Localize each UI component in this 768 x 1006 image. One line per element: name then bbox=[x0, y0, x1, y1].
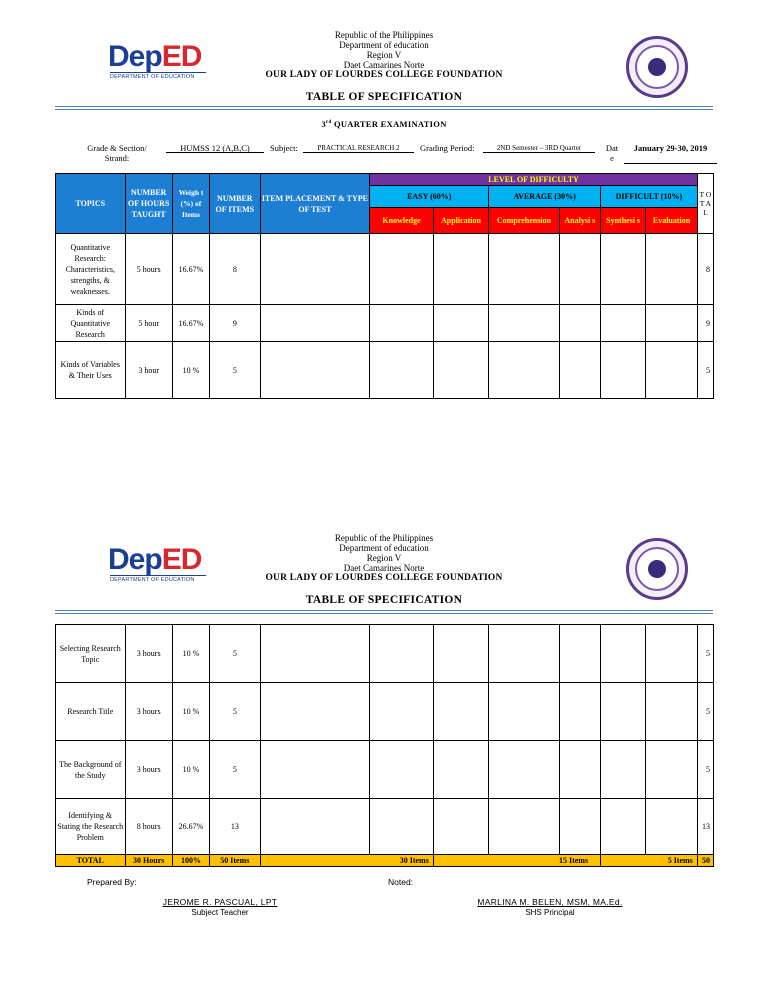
total-difficult: 5 Items bbox=[601, 855, 698, 867]
total-hours: 30 Hours bbox=[125, 855, 172, 867]
grade-underline bbox=[166, 152, 264, 153]
exam-title: 3rd QUARTER EXAMINATION bbox=[321, 119, 447, 129]
col-items: NUMBER OF ITEMS bbox=[210, 174, 260, 234]
noted-label: Noted: bbox=[388, 877, 414, 887]
table-row: The Background of the Study 3 hours 10 % 5 5 bbox=[56, 741, 714, 799]
sub-evaluation: Evaluation bbox=[646, 208, 697, 234]
tos-table-page2 bbox=[55, 624, 714, 867]
noted-by-name: MARLINA M. BELEN, MSM, MA.Ed. bbox=[477, 897, 623, 907]
grading-period-label: Grading Period: bbox=[420, 143, 475, 153]
col-weight: Weigh t (%) of Items bbox=[172, 174, 209, 234]
table-row: Identifying & Stating the Research Problem 8 hours 26.67% 13 13 bbox=[56, 799, 714, 855]
noted-by-role: SHS Principal bbox=[525, 908, 575, 917]
sub-synthesis: Synthesi s bbox=[601, 208, 646, 234]
header-school: OUR LADY OF LOURDES COLLEGE FOUNDATION bbox=[265, 70, 503, 80]
title-rule bbox=[55, 106, 713, 110]
table-row: Selecting Research Topic 3 hours 10 % 5 5 bbox=[56, 625, 714, 683]
title-rule-2 bbox=[55, 610, 713, 614]
col-topics: TOPICS bbox=[56, 174, 126, 234]
table-row: Kinds of Quantitative Research 5 hour 16.67% 9 9 bbox=[56, 305, 714, 342]
date-underline bbox=[624, 163, 717, 164]
prepared-by-role: Subject Teacher bbox=[191, 908, 249, 917]
logo-dep-text: Dep bbox=[108, 40, 162, 73]
logo-subtitle: DEPARTMENT OF EDUCATION bbox=[110, 72, 206, 80]
date-value: January 29-30, 2019 bbox=[633, 143, 708, 153]
level-of-difficulty: LEVEL OF DIFFICULTY bbox=[370, 174, 697, 186]
table-row: Quantitative Research: Characteristics, strengths, & weaknesses. 5 hours 16.67% 8 8 bbox=[56, 234, 714, 305]
page-title: TABLE OF SPECIFICATION bbox=[305, 91, 463, 103]
header-department: Department of education bbox=[339, 40, 429, 50]
prepared-by-label: Prepared By: bbox=[87, 877, 137, 887]
total-average: 15 Items bbox=[433, 855, 600, 867]
average-header: AVERAGE (30%) bbox=[489, 186, 601, 208]
subject-label: Subject: bbox=[270, 143, 298, 153]
header-republic: Republic of the Philippines bbox=[334, 30, 434, 40]
tos-table-page1 bbox=[55, 173, 714, 399]
header-school-2: OUR LADY OF LOURDES COLLEGE FOUNDATION bbox=[265, 573, 503, 583]
header-region: Region V bbox=[366, 50, 402, 60]
subject-value: PRACTICAL RESEARCH 2 bbox=[317, 144, 400, 152]
grading-period-value: 2ND Semester – 3RD Quarter bbox=[496, 144, 582, 152]
sub-comprehension: Comprehension bbox=[489, 208, 560, 234]
total-row bbox=[56, 855, 714, 867]
difficult-header: DIFFICULT (10%) bbox=[601, 186, 698, 208]
header-republic-2: Republic of the Philippines bbox=[334, 533, 434, 543]
table-row: Research Title 3 hours 10 % 5 5 bbox=[56, 683, 714, 741]
total-items: 50 Items bbox=[210, 855, 260, 867]
grade-section-label: Grade & Section/ Strand: bbox=[87, 143, 147, 163]
period-underline bbox=[483, 152, 595, 153]
easy-header: EASY (60%) bbox=[370, 186, 489, 208]
col-total: T O T A L bbox=[697, 174, 713, 234]
header-city-2: Daet Camarines Norte bbox=[343, 563, 425, 573]
sub-knowledge: Knowledge bbox=[370, 208, 433, 234]
deped-logo-page2: DepED DEPARTMENT OF EDUCATION bbox=[108, 543, 208, 593]
total-label: TOTAL bbox=[56, 855, 126, 867]
total-weight: 100% bbox=[172, 855, 209, 867]
logo-ed-text: ED bbox=[161, 40, 202, 73]
header-city: Daet Camarines Norte bbox=[343, 60, 425, 70]
grade-section-value: HUMSS 12 (A,B,C) bbox=[180, 143, 250, 153]
total-easy: 30 Items bbox=[260, 855, 433, 867]
date-label: Dat e bbox=[605, 143, 619, 163]
sub-analysis: Analysi s bbox=[559, 208, 600, 234]
sub-application: Application bbox=[433, 208, 488, 234]
subject-underline bbox=[303, 152, 414, 153]
col-placement: ITEM PLACEMENT & TYPE OF TEST bbox=[260, 174, 370, 234]
page-title-2: TABLE OF SPECIFICATION bbox=[305, 594, 463, 606]
table-row: Kinds of Variables & Their Uses 3 hour 10 % 5 5 bbox=[56, 342, 714, 399]
header-region-2: Region V bbox=[366, 553, 402, 563]
prepared-by-name: JEROME R. PASCUAL, LPT bbox=[162, 897, 278, 907]
total-grand: 50 bbox=[697, 855, 713, 867]
header-department-2: Department of education bbox=[339, 543, 429, 553]
col-hours: NUMBER OF HOURS TAUGHT bbox=[125, 174, 172, 234]
